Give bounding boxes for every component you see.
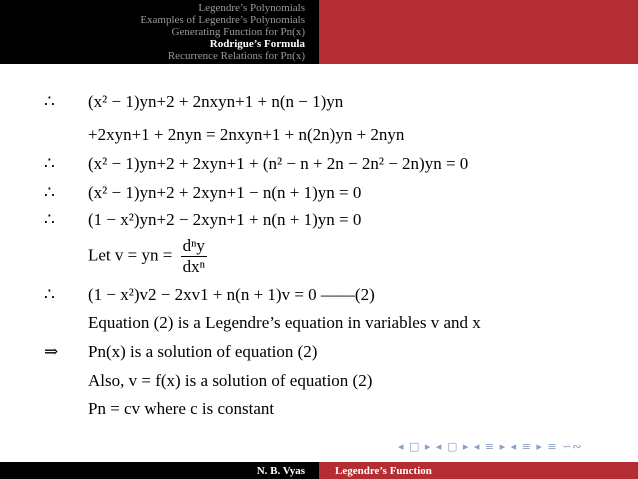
let-definition — [88, 236, 207, 277]
footer-author: N. B. Vyas — [0, 462, 319, 479]
nav-generating-function[interactable]: Generating Function for Pn(x) — [171, 26, 305, 38]
therefore-symbol: ∴ — [44, 210, 55, 229]
therefore-symbol: ∴ — [44, 154, 55, 173]
beamer-footer — [0, 462, 638, 479]
therefore-symbol: ∴ — [44, 183, 55, 202]
beamer-navigation-controls[interactable]: ◂ □ ▸ ◂ ▢ ▸ ◂ ≡ ▸ ◂ ≡ ▸ ≡ ∽∾ — [398, 440, 583, 453]
nav-legendre-polynomials[interactable]: Legendre’s Polynomials — [198, 2, 305, 14]
derivative-fraction — [181, 236, 207, 277]
fraction-denominator: dxⁿ — [182, 257, 205, 276]
equation-text: (x² − 1)yn+2 + 2nxyn+1 + n(n − 1)yn — [88, 92, 344, 111]
nav-recurrence-relations[interactable]: Recurrence Relations for Pn(x) — [167, 50, 305, 62]
beamer-header — [0, 0, 638, 64]
let-text: Let v = yn = — [88, 245, 173, 265]
equation-text: Equation (2) is a Legendre’s equation in variables v and x — [88, 313, 481, 332]
equation-text: (1 − x²)yn+2 − 2xyn+1 + n(n + 1)yn = 0 — [88, 210, 362, 229]
header-accent-bar — [319, 0, 638, 64]
equation-text: +2xyn+1 + 2nyn = 2nxyn+1 + n(2n)yn + 2nyn — [88, 125, 405, 144]
equation-text: Also, v = f(x) is a solution of equation (2) — [88, 371, 373, 390]
implies-symbol: ⇒ — [44, 342, 59, 361]
therefore-symbol: ∴ — [44, 285, 55, 304]
footer-title: Legendre’s Function — [319, 462, 638, 479]
nav-examples[interactable]: Examples of Legendre’s Polynomials — [140, 14, 305, 26]
therefore-symbol: ∴ — [44, 92, 55, 111]
equation-text: (x² − 1)yn+2 + 2xyn+1 + (n² − n + 2n − 2n² − 2n)yn = 0 — [88, 154, 469, 173]
equation-text: (1 − x²)v2 − 2xv1 + n(n + 1)v = 0 ——(2) — [88, 285, 375, 304]
equation-text: Pn(x) is a solution of equation (2) — [88, 342, 318, 361]
nav-rodrigue-formula[interactable]: Rodrigue’s Formula — [209, 38, 305, 50]
equation-text: (x² − 1)yn+2 + 2xyn+1 − n(n + 1)yn = 0 — [88, 183, 362, 202]
fraction-numerator: dⁿy — [182, 236, 205, 255]
section-navigation — [0, 0, 319, 64]
equation-text: Pn = cv where c is constant — [88, 399, 275, 418]
